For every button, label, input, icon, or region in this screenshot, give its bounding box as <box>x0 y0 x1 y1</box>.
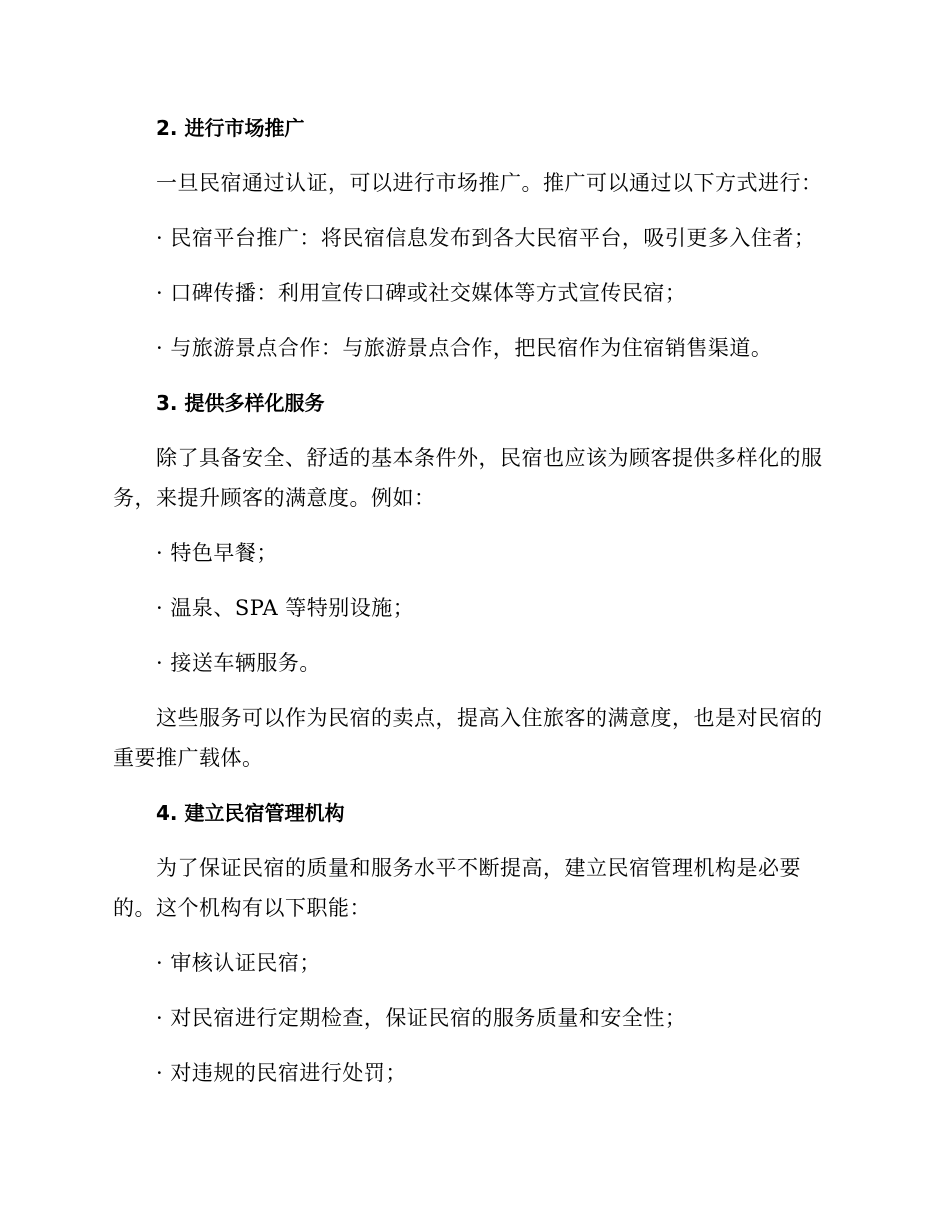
section-heading: 2. 进行市场推广 <box>156 116 305 140</box>
section-heading: 3. 提供多样化服务 <box>156 391 325 415</box>
list-item: · 口碑传播：利用宣传口碑或社交媒体等方式宣传民宿； <box>156 281 687 305</box>
section-services <box>113 383 833 793</box>
list-item: · 温泉、SPA 等特别设施； <box>156 596 415 620</box>
section-heading: 4. 建立民宿管理机构 <box>156 801 345 825</box>
list-item: · 接送车辆服务。 <box>156 651 321 675</box>
list-item: · 特色早餐； <box>156 541 278 565</box>
paragraph: 一旦民宿通过认证，可以进行市场推广。推广可以通过以下方式进行： <box>156 171 823 195</box>
list-item: · 与旅游景点合作：与旅游景点合作，把民宿作为住宿销售渠道。 <box>156 336 773 360</box>
document-body <box>113 108 833 1093</box>
section-marketing <box>113 108 833 383</box>
paragraph: 除了具备安全、舒适的基本条件外，民宿也应该为顾客提供多样化的服务，来提升顾客的满意度。例如： <box>113 446 823 510</box>
list-item: · 对民宿进行定期检查，保证民宿的服务质量和安全性； <box>156 1006 687 1030</box>
paragraph: 这些服务可以作为民宿的卖点，提高入住旅客的满意度，也是对民宿的重要推广载体。 <box>113 706 823 770</box>
paragraph: 为了保证民宿的质量和服务水平不断提高，建立民宿管理机构是必要的。这个机构有以下职能： <box>113 856 801 920</box>
list-item: · 民宿平台推广：将民宿信息发布到各大民宿平台，吸引更多入住者； <box>156 226 816 250</box>
list-item: · 审核认证民宿； <box>156 951 321 975</box>
section-management <box>113 793 833 1093</box>
list-item: · 对违规的民宿进行处罚； <box>156 1061 407 1085</box>
